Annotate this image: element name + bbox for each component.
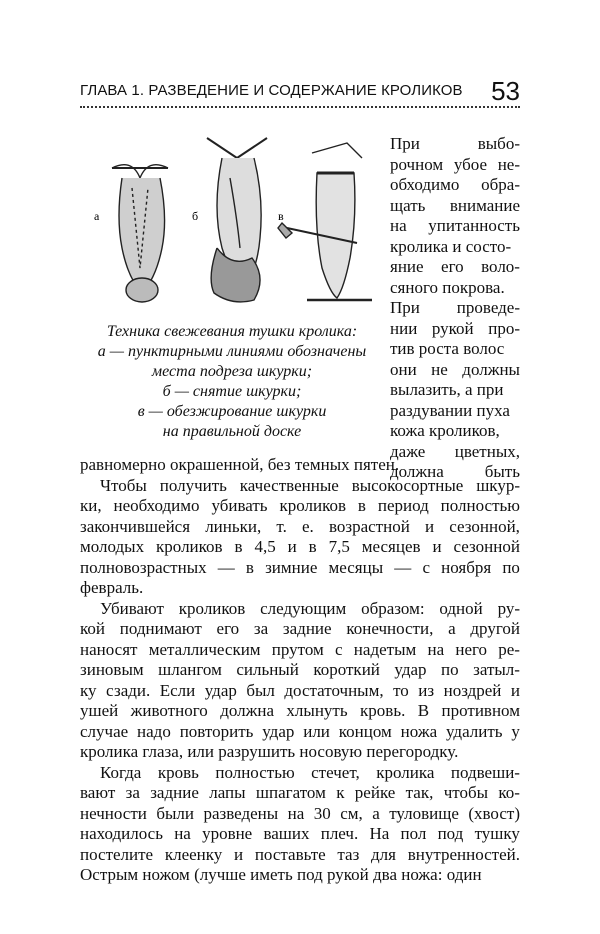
- side-text-line: [390, 298, 520, 319]
- word: тив роста волос: [390, 339, 505, 358]
- body-text-line: Когда кровь полностью стечет, кролика подвеши-: [100, 762, 520, 782]
- word: даже: [390, 441, 426, 461]
- body-text-line: Острым ножом (лучше иметь под рукой два ножа: один: [80, 865, 482, 884]
- body-text-line: Убивают кроликов следующим образом: одной ру-: [100, 598, 520, 618]
- word: быть: [484, 462, 520, 481]
- word: обходимо: [390, 175, 460, 194]
- word: При: [390, 134, 420, 153]
- page-number: 53: [491, 76, 520, 106]
- side-text-line: [390, 216, 520, 237]
- body-text-line: полновозрастных — в зимние месяцы — с ноября по: [80, 557, 520, 577]
- word: на: [390, 216, 407, 235]
- caption-line: в — обезжирование шкурки: [137, 403, 327, 420]
- side-text-line: [390, 278, 520, 299]
- word: должны: [462, 359, 520, 379]
- body-text-line: февраль.: [80, 578, 144, 597]
- word: сяного покрова.: [390, 277, 505, 297]
- figure-a-rabbit: [112, 165, 168, 302]
- word: убое: [453, 154, 488, 174]
- body-text-line: случае надо повторить удар или концом ножа удалить у: [80, 721, 520, 741]
- figure-caption: [72, 322, 392, 442]
- word: выбо-: [477, 134, 520, 153]
- body-text-line: молодых кроликов в 4,5 и в 7,5 месяцев и сезонной: [80, 537, 520, 556]
- body-text-line: ки, необходимо убивать кроликов в период полностью: [80, 496, 520, 515]
- figure-label-b: б: [192, 209, 199, 223]
- word: внимание: [449, 195, 520, 215]
- word: не-: [497, 154, 520, 174]
- header-rule: [80, 106, 520, 108]
- word: они: [390, 359, 417, 379]
- side-text-line: [390, 360, 520, 381]
- body-text-line: нечности были разведены на 30 см, а туловище (хвост): [80, 803, 520, 823]
- caption-line: б — снятие шкурки;: [162, 383, 302, 400]
- word: рочном: [390, 154, 444, 174]
- word: должна: [390, 462, 444, 481]
- side-text-line: [390, 380, 520, 401]
- side-text-line: [390, 155, 520, 176]
- side-text-line: [390, 257, 520, 278]
- word: про-: [488, 318, 520, 338]
- body-text-line: наносят металлическим прутом с надетым на него ре-: [80, 639, 520, 659]
- side-text-line: [390, 421, 520, 442]
- side-text-line: [390, 319, 520, 340]
- word: обра-: [481, 175, 520, 194]
- side-text-line: [390, 339, 520, 360]
- caption-line: Техника свежевания тушки кролика:: [106, 323, 358, 340]
- figure-label-a: а: [94, 209, 100, 223]
- word: кролика и состо-: [390, 236, 512, 256]
- word: яние: [390, 257, 424, 276]
- side-text-line: [390, 134, 520, 155]
- word: щать: [390, 195, 426, 215]
- body-text-line: находилось на уровне ваших плеч. На пол под тушку: [80, 824, 520, 843]
- figure-label-c: в: [278, 209, 284, 223]
- word: кожа кроликов,: [390, 421, 500, 440]
- word: воло-: [481, 257, 520, 276]
- body-text-line: вают за задние лапы шпагатом к рейке так, чтобы ко-: [80, 783, 520, 802]
- side-text-line: [390, 196, 520, 217]
- word: не: [431, 359, 448, 379]
- body-text-line: кролика глаза, или разрушить носовую перегородку.: [80, 742, 459, 761]
- word: проведе-: [456, 298, 520, 317]
- body-text-line: ку сзади. Если удар был достаточным, то из ноздрей и: [80, 680, 520, 700]
- side-text-line: [390, 237, 520, 258]
- caption-line: а — пунктирными линиями обозначены: [97, 343, 367, 360]
- body-text-line: Чтобы получить качественные высокосортные шкур-: [100, 475, 520, 495]
- figure-b-rabbit: [207, 138, 267, 302]
- side-column-text: [390, 134, 520, 483]
- caption-line: места подреза шкурки;: [151, 363, 313, 380]
- body-text-line: постелите клеенку и поставьте таз для внутренностей.: [80, 844, 520, 864]
- body-text-line: ушей животного должна хлынуть кровь. В противном: [80, 701, 520, 720]
- side-text-line: [390, 401, 520, 422]
- word: цветных,: [454, 441, 520, 461]
- illustration-drawing: [82, 128, 382, 308]
- word: При: [390, 298, 420, 317]
- body-text-line: равномерно окрашенной, без темных пятен.: [80, 455, 400, 474]
- word: раздувании пуха: [390, 400, 510, 420]
- running-title: ГЛАВА 1. РАЗВЕДЕНИЕ И СОДЕРЖАНИЕ КРОЛИКОВ: [80, 82, 463, 99]
- figure-c-board: [278, 143, 372, 300]
- word: упитанность: [428, 216, 520, 235]
- caption-line: на правильной доске: [162, 423, 302, 440]
- word: его: [441, 257, 464, 276]
- word: вылазить, а при: [390, 380, 504, 399]
- word: рукой: [431, 318, 474, 338]
- body-text-line: закончившейся линьки, т. е. возрастной и сезонной,: [80, 516, 520, 536]
- word: нии: [390, 318, 418, 338]
- rabbit-skinning-illustration: [82, 128, 382, 308]
- side-text-line: [390, 175, 520, 196]
- body-text-line: кой поднимают его за задние конечности, а другой: [80, 619, 520, 638]
- main-body-text: [80, 455, 520, 886]
- body-text-line: зиновым шлангом сильный короткий удар по затыл-: [80, 660, 520, 679]
